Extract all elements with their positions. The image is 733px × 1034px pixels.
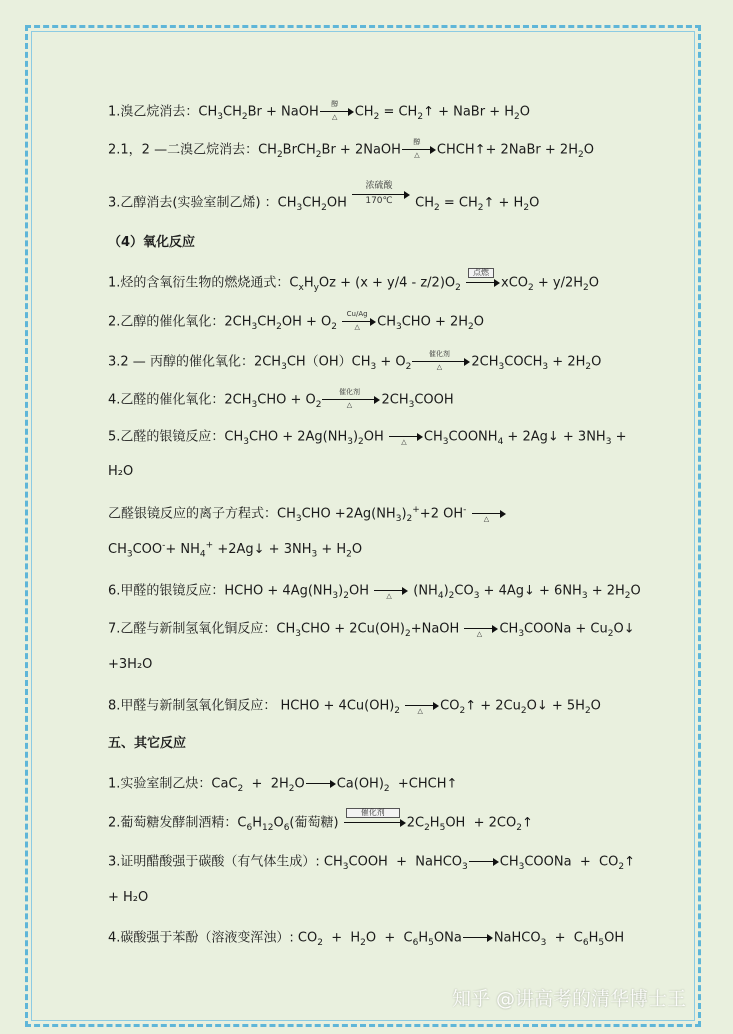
eq17-prefix: 2.葡萄糖发酵制酒精：C bbox=[108, 815, 247, 831]
eq12-arrow bbox=[374, 580, 408, 602]
eq13-arrow-bottom: △ bbox=[476, 630, 483, 638]
arrow-bar bbox=[412, 361, 465, 362]
eq7-arrow-top: 催化剂 bbox=[338, 388, 360, 396]
eq12-arrow-bottom: △ bbox=[386, 592, 392, 600]
equation-line-6: 3.2 — 丙醇的催化氧化：$2CH_3CH(OH)CH_3 + O_2$ 催化剂 △ $2CH_3COCH_3 + 2H_2O$ bbox=[108, 350, 602, 373]
arrow-bar bbox=[464, 628, 493, 629]
eq17-arrow-top: 催化剂 bbox=[346, 808, 400, 818]
eq5-prefix: 2.乙醇的催化氧化：2CH bbox=[108, 314, 252, 330]
eq10-arrow bbox=[472, 503, 506, 525]
eq17-arrow bbox=[344, 808, 406, 834]
arrow-head bbox=[493, 858, 499, 866]
equation-line-15: 8.甲醛与新制氢氧化铜反应： HCHO + $4Cu(OH)_2$ △ $CO_2↑$ + $2Cu_2O↓ + 5H_2O$ bbox=[108, 695, 601, 717]
eq5-arrow bbox=[342, 311, 376, 333]
eq6-arrow bbox=[412, 351, 470, 373]
arrow-bar bbox=[374, 590, 403, 591]
section-heading-oxidation: （4）氧化反应 bbox=[108, 235, 196, 250]
equation-line-1: 1.溴乙烷消去：$CH_3CH_2Br$ + NaOH 醇 △ $CH_2$ = $CH_2↑$ + NaBr + $H_2O$ bbox=[108, 100, 530, 123]
equation-line-8-cont: H₂O bbox=[108, 464, 134, 479]
equation-line-7: 4.乙醛的催化氧化：$2CH_3CHO + O_2$ 催化剂 △ $2CH_3COOH$ bbox=[108, 388, 454, 411]
equation-line-ionic-cont: $CH_3COO^-+ NH_4^+$ +2Ag↓ + $3NH_3 + H_2O$ bbox=[108, 540, 363, 560]
eq5-arrow-bottom: △ bbox=[354, 323, 360, 331]
eq3-arrow-top: 浓硫酸 bbox=[365, 181, 393, 191]
eq3-arrow bbox=[352, 181, 410, 214]
equation-line-5: 2.乙醇的催化氧化：$2CH_3CH_2OH + O_2$ Cu/Ag △ $CH_3CHO + 2H_2O$ bbox=[108, 310, 484, 333]
arrow-bar bbox=[306, 783, 331, 784]
eq15-arrow-bottom: △ bbox=[417, 707, 423, 715]
equation-line-4: 1.烃的含氧衍生物的燃烧通式：$C_xH_yOz + (x + y/4 - z/2)O_2$ 点燃 $xCO_2 + y/2H_2O$ bbox=[108, 268, 600, 294]
eq2-arrow-top: 醇 bbox=[413, 138, 421, 146]
eq5-arrow-top: Cu/Ag bbox=[346, 310, 368, 318]
watermark: 知乎 @讲高考的清华博士王 bbox=[452, 988, 687, 1010]
arrow-head bbox=[330, 780, 336, 788]
arrow-bar bbox=[342, 321, 371, 322]
equation-line-13: 7.乙醛与新制氢氧化铜反应：$CH_3CHO$ + $2Cu(OH)_2+NaOH$ △ $CH_3COONa$ + $Cu_2O↓$ bbox=[108, 618, 635, 640]
arrow-bar bbox=[352, 194, 405, 195]
arrow-bar bbox=[466, 282, 495, 283]
arrow-bar bbox=[320, 111, 349, 112]
eq1-arrow-bottom: △ bbox=[332, 113, 338, 121]
eq8-arrow bbox=[389, 426, 423, 448]
equation-line-8: 5.乙醛的银镜反应：$CH_3CHO + 2Ag(NH_3)_2OH$ △ $CH_3COONH_4$ + 2Ag↓ + $3NH_3$ + bbox=[108, 426, 626, 448]
eq11-prefix: CH bbox=[108, 542, 127, 557]
eq4-arrow bbox=[466, 268, 500, 294]
equation-line-13-cont: +3H₂O bbox=[108, 657, 153, 672]
arrow-head bbox=[400, 819, 406, 827]
equation-line-ionic: 乙醛银镜反应的离子方程式：$CH_3CHO +2Ag(NH_3)_2^++2$ OH- △ bbox=[108, 503, 507, 525]
eq2-prefix: 2.1，2 —二溴乙烷消去：CH bbox=[108, 142, 277, 158]
arrow-bar bbox=[389, 436, 418, 437]
eq6-arrow-top: 催化剂 bbox=[428, 350, 450, 358]
eq4-prefix: 1.烃的含氧衍生物的燃烧通式：C bbox=[108, 275, 299, 291]
eq6-prefix: 3.2 — 丙醇的催化氧化：2CH bbox=[108, 354, 282, 370]
arrow-bar bbox=[405, 705, 434, 706]
equation-line-17: 2.葡萄糖发酵制酒精：$C_6H_{12}O_6$(葡萄糖) 催化剂 $2C_2H_5OH$ + $2CO_2↑$ bbox=[108, 808, 533, 834]
eq4-arrow-top: 点燃 bbox=[468, 268, 494, 278]
equation-line-3: 3.乙醇消去(实验室制乙烯) ：$CH_3CH_2OH$ 浓硫酸 170℃ $CH_2$ = $CH_2↑ + H_2O$ bbox=[108, 181, 540, 214]
eq10-prefix: 乙醛银镜反应的离子方程式：CH bbox=[108, 506, 296, 522]
eq8-arrow-bottom: △ bbox=[401, 438, 407, 446]
eq20-arrow bbox=[463, 927, 493, 949]
arrow-bar bbox=[463, 937, 488, 938]
eq7-arrow-bottom: △ bbox=[346, 401, 353, 409]
eq1-arrow bbox=[320, 101, 354, 123]
arrow-head bbox=[494, 279, 500, 287]
eq7-arrow bbox=[322, 389, 380, 411]
eq15-arrow bbox=[405, 695, 439, 717]
eq15-prefix: 8.甲醛与新制氢氧化铜反应： HCHO + 4Cu(OH) bbox=[108, 698, 395, 714]
arrow-bar bbox=[402, 149, 431, 150]
eq1-arrow-top: 醇 bbox=[331, 100, 339, 108]
arrow-bar bbox=[322, 399, 375, 400]
eq7-prefix: 4.乙醛的催化氧化：2CH bbox=[108, 392, 252, 408]
equation-line-12: 6.甲醛的银镜反应：HCHO + $4Ag(NH_3)_2OH$ △ $(NH_4)_2CO_3$ + 4Ag↓ + $6NH_3 + 2H_2O$ bbox=[108, 580, 641, 602]
eq13-arrow bbox=[464, 618, 498, 640]
eq12-prefix: 6.甲醛的银镜反应：HCHO + 4Ag(NH bbox=[108, 583, 333, 599]
equation-line-16: 1.实验室制乙炔：$CaC_2 + 2H_2O$ $Ca(OH)_2$ +CHCH↑ bbox=[108, 773, 457, 795]
equation-line-2: 2.1，2 —二溴乙烷消去：$CH_2BrCH_2Br$ + 2NaOH 醇 △ CHCH↑+ 2NaBr + $2H_2O$ bbox=[108, 138, 594, 161]
eq18-prefix: 3.证明醋酸强于碳酸（有气体生成）: CH bbox=[108, 854, 343, 870]
arrow-head bbox=[487, 934, 493, 942]
arrow-bar bbox=[472, 513, 501, 514]
eq6-arrow-bottom: △ bbox=[436, 363, 443, 371]
arrow-bar bbox=[344, 822, 401, 823]
eq18-arrow bbox=[469, 851, 499, 873]
equation-line-20: 4.碳酸强于苯酚（溶液变浑浊）: $CO_2 + H_2O + C_6H_5ONa$ NaHCO$_3$ + $C_6H_5OH$ bbox=[108, 927, 624, 949]
section-heading-other: 五、其它反应 bbox=[108, 736, 187, 751]
eq2-arrow bbox=[402, 139, 436, 161]
eq2-arrow-bottom: △ bbox=[414, 151, 420, 159]
eq10-arrow-bottom: △ bbox=[483, 515, 490, 523]
eq20-prefix: 4.碳酸强于苯酚（溶液变浑浊）: CO bbox=[108, 930, 318, 946]
page-border bbox=[25, 25, 701, 1027]
eq3-prefix: 3.乙醇消去(实验室制乙烯) ：CH bbox=[108, 195, 297, 211]
eq1-prefix: 1.溴乙烷消去：CH bbox=[108, 104, 218, 120]
eq8-prefix: 5.乙醛的银镜反应：CH bbox=[108, 429, 244, 445]
eq16-prefix: 1.实验室制乙炔：CaC bbox=[108, 776, 238, 792]
equation-line-18: 3.证明醋酸强于碳酸（有气体生成）: $CH_3COOH$ + NaHCO$_3$ $CH_3COONa$ + $CO_2↑$ bbox=[108, 851, 635, 873]
eq13-prefix: 7.乙醛与新制氢氧化铜反应：CH bbox=[108, 621, 296, 637]
eq16-arrow bbox=[306, 773, 336, 795]
arrow-bar bbox=[469, 861, 494, 862]
equation-line-18-cont: + H₂O bbox=[108, 890, 149, 905]
eq3-arrow-bottom: 170℃ bbox=[365, 196, 393, 206]
